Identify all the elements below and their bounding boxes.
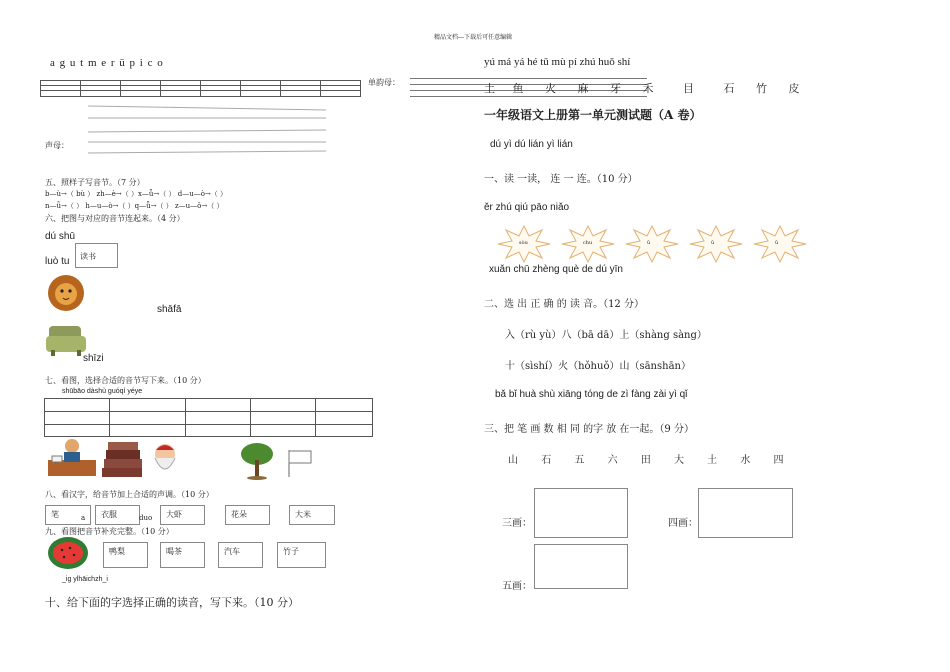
flag-picture (287, 448, 315, 478)
grandpa-face-picture (150, 440, 180, 480)
char-4: 麻 (577, 82, 589, 95)
q5-row1: b—ù→（ bù ） zh—è→（ ）x—ǖ→（ ） d—u—ò→（ ） (45, 190, 228, 198)
q6-dushu: dú shū (45, 231, 76, 242)
star-label-2: chu (583, 240, 593, 246)
q9-box-1 (103, 542, 148, 568)
char-7: 目 (683, 82, 694, 95)
q8-box-3 (160, 505, 205, 525)
q3-char-3: 五 (574, 455, 585, 466)
q9-word-2: 喝茶 (166, 547, 182, 556)
char-1: 土 (484, 82, 495, 95)
q3-char-2: 石 (541, 455, 552, 466)
books-picture (98, 440, 146, 480)
watermelon-picture (46, 535, 90, 571)
q3-char-8: 水 (740, 455, 751, 466)
q8-box-5 (289, 505, 335, 525)
q3-char-9: 四 (773, 455, 784, 466)
q3-char-4: 六 (607, 455, 618, 466)
star-label-5: ǔ (775, 240, 779, 246)
q8-a: a (81, 514, 86, 522)
q8-duo: duo (139, 514, 153, 522)
q9-box-3 (218, 542, 263, 568)
q2-title: 二、选 出 正 确 的 读 音。（12 分） (484, 299, 644, 310)
char-10: 皮 (788, 82, 800, 95)
q3-char-5: 田 (640, 455, 651, 466)
char-8: 石 (723, 82, 735, 95)
char-6: 禾 (642, 82, 654, 95)
shengmu-label: 声母： (45, 141, 69, 150)
q10-title: 十、给下面的字选择正确的读音，写下来。（10 分） (45, 596, 299, 609)
q3-title: 三、把 笔 画 数 相 同 的字 放 在一起。（9 分） (484, 424, 694, 435)
pinyin-row: yú má yá hé tǔ mù pí zhú huǒ shí (484, 56, 631, 68)
q9-box-4 (277, 542, 326, 568)
char-9: 竹 (756, 82, 767, 95)
q7-answer-table (44, 398, 374, 438)
q8-box-4 (225, 505, 270, 525)
q2-row1: 入（rù yù）八（bā dā）上（shàng sàng） (505, 330, 707, 341)
q1-words: ěr zhú qiú pāo niǎo (484, 202, 570, 213)
q8-title: 八、看汉字，给音节加上合适的声调。（10 分） (45, 490, 214, 499)
q7-title: 七、看图，选择合适的音节写下来。（10 分） (45, 376, 206, 385)
q8-word-3: 大虾 (166, 510, 182, 519)
q8-word-4: 花朵 (231, 510, 247, 519)
q8-word-2: 衣服 (101, 510, 117, 519)
sofa-picture (45, 322, 87, 360)
label-sanhua: 三画： (502, 518, 532, 529)
dushu-image-box (75, 243, 118, 268)
char-5: 牙 (610, 82, 621, 95)
tree-picture (237, 440, 277, 480)
q8-word-5: 大米 (295, 510, 311, 519)
label-sihua: 四画： (668, 518, 698, 529)
q3-chars (508, 451, 784, 466)
danyunmu-label: 单韵母： (368, 78, 400, 87)
char-3: 火 (545, 82, 556, 95)
sanhua-answer-box[interactable] (534, 488, 628, 538)
dushu-box-label: 读书 (80, 252, 96, 261)
page-title: 一年级语文上册第一单元测试题（A 卷） (484, 108, 702, 122)
grandpa-desk-picture (46, 436, 98, 480)
q3-pinyin: bǎ bǐ huà shù xiāng tóng de zì fàng zài yì qǐ (495, 389, 688, 400)
pinyin-duyidu: dú yì dú lián yì lián (490, 139, 573, 150)
q6-shafa: shāfā (157, 304, 182, 315)
q8-box-2 (95, 505, 140, 525)
q1-title: 一、读 一读， 连 一 连。（10 分） (484, 174, 638, 185)
q6-luotuo: luò tu (45, 256, 70, 267)
q9-word-4: 竹子 (283, 547, 299, 556)
pinyin-grid-1 (40, 80, 361, 97)
q1-bottom: xuǎn chū zhèng què de dú yīn (489, 264, 623, 275)
q9-box-2 (160, 542, 205, 568)
stars-row (496, 224, 816, 264)
wuhua-answer-box[interactable] (534, 544, 628, 589)
q9-bottom: _ig ylhāichzh_i (62, 576, 108, 583)
q3-char-1: 山 (508, 455, 518, 466)
star-label-1: sòu (519, 240, 528, 246)
letters-row: a g u t m e r ü p i c o (50, 57, 164, 69)
sihua-answer-box[interactable] (698, 488, 793, 538)
header-note: 精品文档---下载后可任意编辑 (434, 34, 513, 41)
char-row (484, 80, 800, 96)
star-label-3: ǔ (647, 240, 651, 246)
q7-options: shūbāo dàshù guóqí yéye (62, 388, 143, 395)
q6-shizi: shīzi (83, 353, 104, 364)
q8-word-1: 笔 (51, 510, 59, 519)
q5-title: 五、照样子写音节。（7 分） (45, 178, 145, 187)
label-wuhua: 五画： (502, 581, 532, 592)
writing-lines (88, 104, 328, 154)
q9-word-1: 鸭梨 (109, 547, 125, 556)
q9-word-3: 汽车 (224, 547, 240, 556)
q5-row2: n—ǚ→（ ） h—u—ò→（ ）q—ǖ→（ ） z—u—ǒ→（ ） (45, 202, 224, 210)
char-2: 鱼 (512, 82, 524, 95)
q3-char-6: 大 (673, 455, 684, 466)
lion-picture (46, 273, 86, 313)
q2-row2: 十（sìshí）火（hǒhuǒ）山（sānshān） (505, 361, 691, 372)
q9-title: 九、看图把音节补充完整。（10 分） (45, 527, 174, 536)
star-label-4: ǔ (711, 240, 715, 246)
q6-title: 六、把图与对应的音节连起来。（4 分） (45, 214, 185, 223)
q3-char-7: 土 (707, 455, 718, 466)
